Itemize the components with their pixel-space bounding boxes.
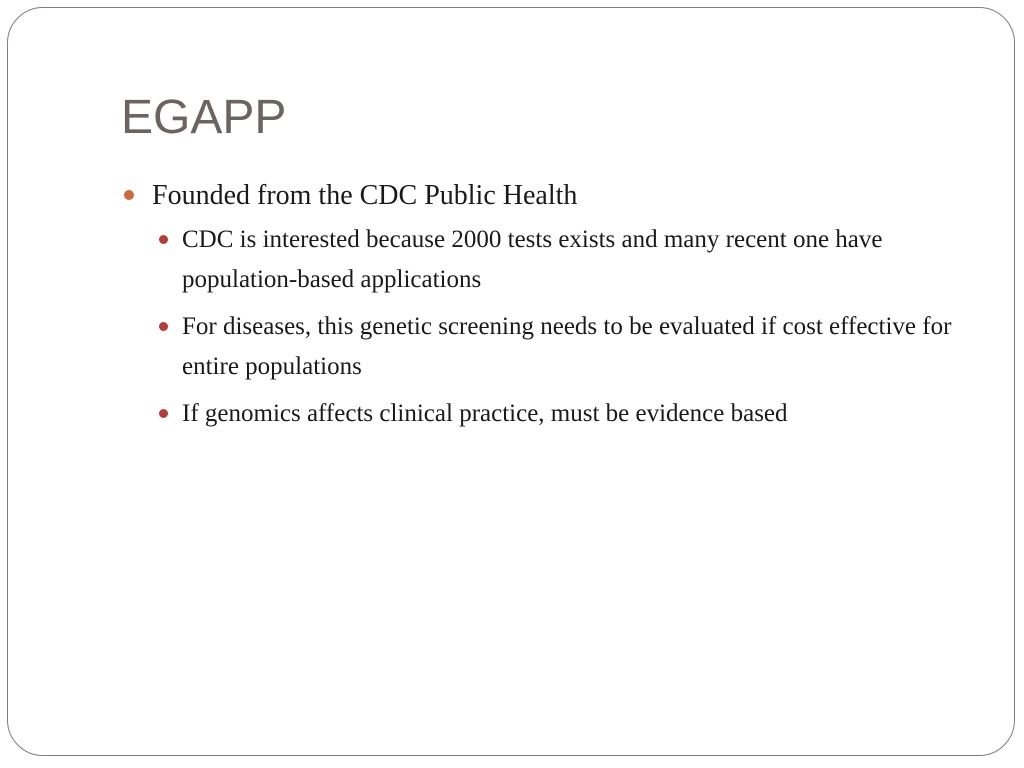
bullet-level1 [121, 176, 981, 216]
bullet-level2 [182, 394, 981, 434]
slide-body [121, 176, 981, 441]
bullet-text: CDC is interested because 2000 tests exists and many recent one have population-based applications [182, 226, 883, 293]
bullet-dot-icon [124, 190, 134, 200]
bullet-text: For diseases, this genetic screening needs to be evaluated if cost effective for entire populations [182, 313, 952, 380]
bullet-dot-icon [159, 409, 168, 418]
bullet-level2 [182, 220, 981, 300]
slide-frame [7, 7, 1015, 756]
bullet-text: Founded from the CDC Public Health [152, 180, 578, 211]
bullet-dot-icon [159, 235, 168, 244]
bullet-text: If genomics affects clinical practice, must be evidence based [182, 400, 788, 427]
slide-title: EGAPP [121, 91, 287, 144]
bullet-dot-icon [159, 322, 168, 331]
bullet-level2 [182, 307, 981, 387]
